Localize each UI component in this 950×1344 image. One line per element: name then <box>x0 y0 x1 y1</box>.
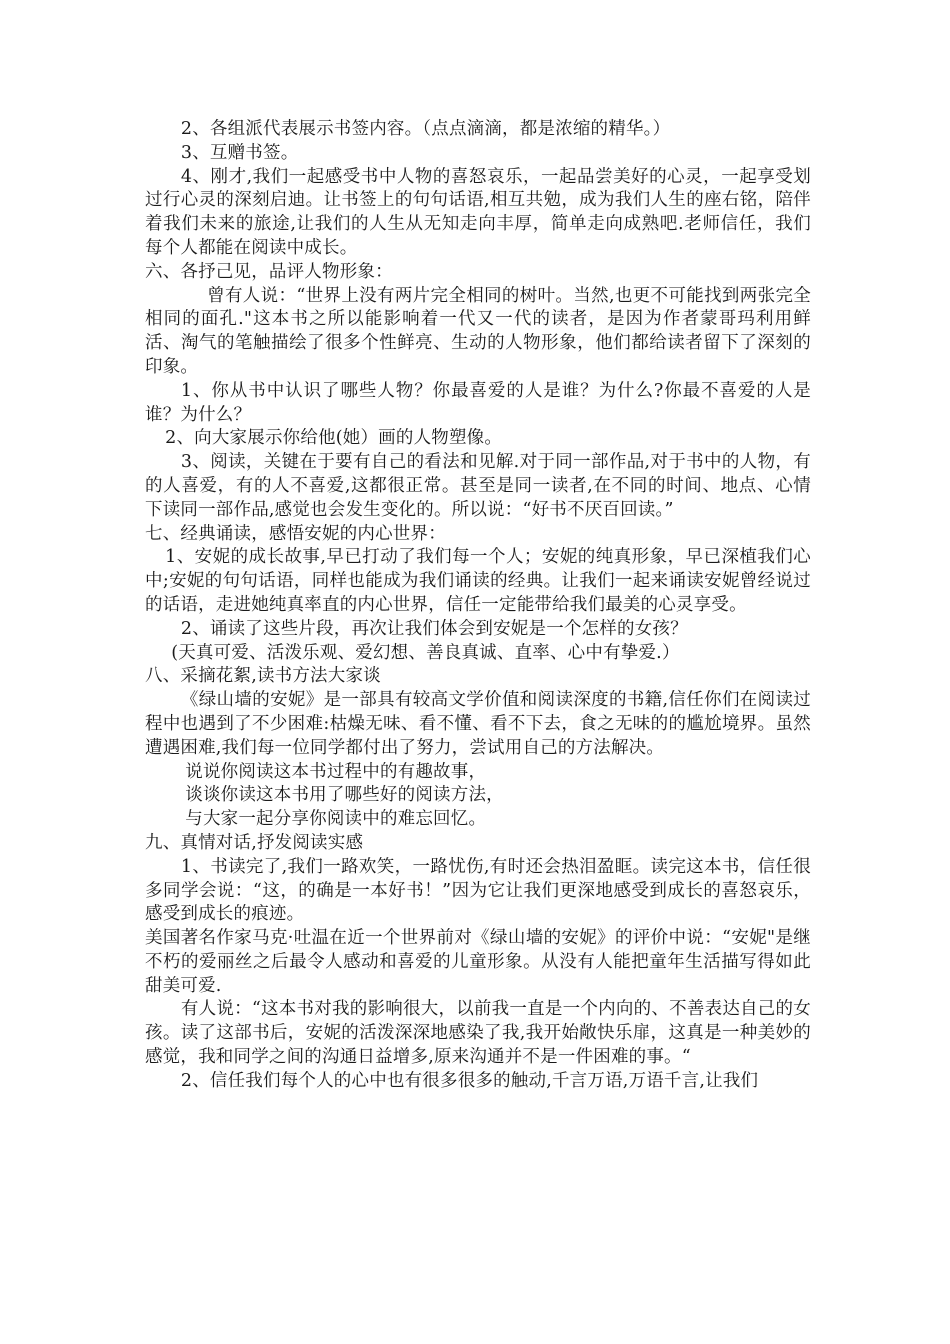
body-paragraph: 有人说：“这本书对我的影响很大，以前我一直是一个内向的、不善表达自己的女孩。读了这部书后，安妮的活泼深深地感染了我,我开始敞快乐扉，这真是一种美妙的感觉，我和同学之间的沟通日益增多,原来沟通并不是一件困难的事。“ <box>145 999 811 1068</box>
body-paragraph: (天真可爱、活泼乐观、爱幻想、善良真诚、直率、心中有挚爱.） <box>171 642 680 663</box>
body-paragraph: 2、诵读了这些片段，再次让我们体会到安妮是一个怎样的女孩？ <box>180 618 688 639</box>
section-paragraph: 六、各抒己见，品评人物形象： <box>145 261 393 282</box>
body-paragraph: 3、阅读，关键在于要有自己的看法和见解.对于同一部作品,对于书中的人物，有的人喜爱，有的人不喜爱,这都很正常。甚至是同一读者,在不同的时间、地点、心情下读同一部作品,感觉也会发生变化的。所以说：“好书不厌百回读。” <box>145 452 811 520</box>
section-paragraph: 七、经典诵读，感悟安妮的内心世界： <box>145 523 446 544</box>
section-paragraph: 八、采摘花絮,读书方法大家谈 <box>145 666 381 687</box>
body-paragraph: 2、向大家展示你给他(她）画的人物塑像。 <box>165 428 503 449</box>
body-paragraph: 1、安妮的成长故事,早已打动了我们每一个人；安妮的纯真形象，早已深植我们心中;安妮的句句话语，同样也能成为我们诵读的经典。让我们一起来诵读安妮曾经说过的话语，走进她纯真率直的内心世界，信任一定能带给我们最美的心灵享受。 <box>145 547 811 615</box>
body-paragraph: 2、信任我们每个人的心中也有很多很多的触动,千言万语,万语千言,让我们 <box>180 1070 759 1091</box>
body-paragraph: 1、书读完了,我们一路欢笑，一路忧伤,有时还会热泪盈眶。读完这本书，信任很多同学会说：“这，的确是一本好书！”因为它让我们更深地感受到成长的喜怒哀乐，感受到成长的痕迹。 <box>145 856 811 925</box>
body-paragraph: 《绿山墙的安妮》是一部具有较高文学价值和阅读深度的书籍,信任你们在阅读过程中也遇到了不少困难:枯燥无味、看不懂、看不下去，食之无味的的尴尬境界。虽然遭遇困难,我们每一位同学都付出了努力，尝试用自己的方法解决。 <box>145 690 811 758</box>
body-paragraph: 3、互赠书签。 <box>180 142 299 163</box>
body-paragraph: 曾有人说：“世界上没有两片完全相同的树叶。当然,也更不可能找到两张完全相同的面孔."这本书之所以能影响着一代又一代的读者，是因为作者蒙哥玛利用鲜活、淘气的笔触描绘了很多个性鲜亮、生动的人物形象，他们都给读者留下了深刻的印象。 <box>145 285 811 377</box>
body-paragraph: 2、各组派代表展示书签内容。（点点滴滴，都是浓缩的精华。） <box>180 119 671 139</box>
section-paragraph: 美国著名作家马克·吐温在近一个世界前对《绿山墙的安妮》的评价中说：“安妮"是继不朽的爱丽丝之后最令人感动和喜爱的儿童形象。从没有人能把童年生活描写得如此甜美可爱. <box>145 928 811 996</box>
body-paragraph: 谈谈你读这本书用了哪些好的阅读方法， <box>185 785 504 806</box>
section-paragraph: 九、真情对话,抒发阅读实感 <box>145 832 364 853</box>
body-paragraph: 与大家一起分享你阅读中的难忘回忆。 <box>185 809 487 830</box>
document-body <box>145 118 811 1094</box>
body-paragraph: 1、你从书中认识了哪些人物？你最喜爱的人是谁？为什么?你最不喜爱的人是谁？为什么？ <box>145 380 811 425</box>
body-paragraph: 4、刚才,我们一起感受书中人物的喜怒哀乐，一起品尝美好的心灵，一起享受划过行心灵的深刻启迪。让书签上的句句话语,相互共勉，成为我们人生的座右铭，陪伴着我们未来的旅途,让我们的人生从无知走向丰厚，简单走向成熟吧.老师信任，我们每个人都能在阅读中成长。 <box>145 166 811 258</box>
body-paragraph: 说说你阅读这本书过程中的有趣故事， <box>185 761 487 782</box>
